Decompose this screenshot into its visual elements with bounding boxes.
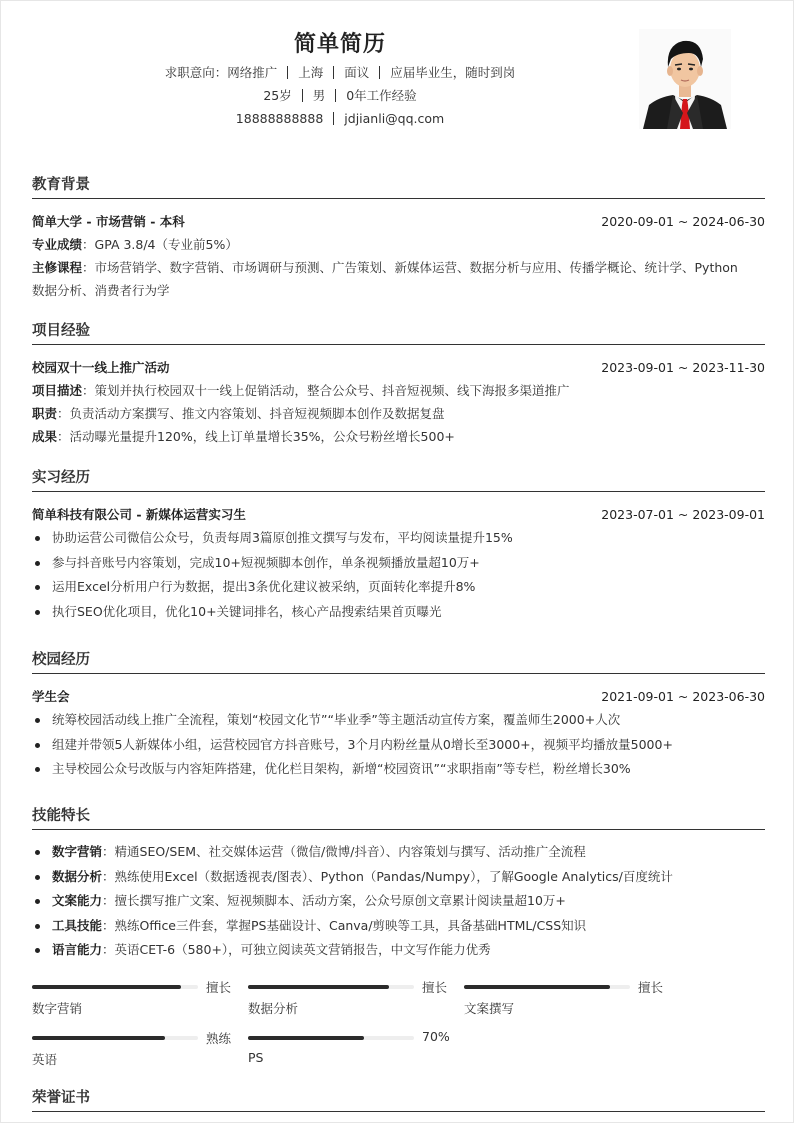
experience: 0年工作经验 bbox=[346, 88, 417, 103]
age: 25岁 bbox=[263, 88, 292, 103]
personal-info-line bbox=[1, 84, 679, 107]
internship-bullets bbox=[32, 526, 765, 624]
project-duty-value: ：负责活动方案撰写、推文内容策划、抖音短视频脚本创作及数据复盘 bbox=[57, 406, 445, 421]
skill-bar-track bbox=[32, 1036, 198, 1040]
section-title-honors: 荣誉证书 bbox=[32, 1086, 765, 1112]
education-entry-header bbox=[32, 209, 765, 233]
list-item: 组建并带领5人新媒体小组，运营校园官方抖音账号，3个月内粉丝量从0增长至3000+，视频平均播放量5000+ bbox=[32, 733, 765, 758]
project-date: 2023-09-01 ~ 2023-11-30 bbox=[601, 359, 765, 375]
courses-label: 主修课程 bbox=[32, 260, 83, 275]
internship-section bbox=[32, 466, 765, 624]
campus-org: 学生会 bbox=[32, 689, 70, 704]
project-desc-value: ：策划并执行校园双十一线上促销活动，整合公众号、抖音短视频、线下海报多渠道推广 bbox=[82, 383, 570, 398]
skill-bar-fill bbox=[248, 985, 389, 989]
school-major-degree: 简单大学 - 市场营销 - 本科 bbox=[32, 214, 185, 229]
skill-value: ：熟练使用Excel（数据透视表/图表）、Python（Pandas/Numpy），了解Google Analytics/百度统计 bbox=[102, 868, 673, 884]
company-role: 简单科技有限公司 - 新媒体运营实习生 bbox=[32, 507, 246, 522]
skill-name: 数字营销 bbox=[32, 1001, 83, 1016]
project-entry-header bbox=[32, 355, 765, 379]
skill-bar-copywriting bbox=[464, 980, 664, 1030]
skill-label: 数字营销 bbox=[52, 844, 103, 859]
section-title-skills: 技能特长 bbox=[32, 804, 765, 830]
list-item bbox=[32, 889, 765, 914]
job-intent: 求职意向：网络推广 bbox=[164, 65, 278, 80]
list-item: 执行SEO优化项目，优化10+关键词排名，核心产品搜索结果首页曝光 bbox=[32, 600, 765, 625]
skill-level: 擅长 bbox=[638, 980, 664, 995]
campus-section bbox=[32, 648, 765, 782]
resume-header bbox=[1, 29, 679, 130]
list-item bbox=[32, 840, 765, 865]
location: 上海 bbox=[298, 65, 324, 80]
skill-bar-data-analysis bbox=[248, 980, 448, 1030]
honors-section bbox=[32, 1086, 765, 1122]
section-title-projects: 项目经验 bbox=[32, 319, 765, 345]
separator bbox=[333, 66, 334, 79]
section-title-campus: 校园经历 bbox=[32, 648, 765, 674]
education-section bbox=[32, 173, 765, 302]
skill-bar-fill bbox=[464, 985, 610, 989]
skill-value: ：精通SEO/SEM、社交媒体运营（微信/微博/抖音）、内容策划与撰写、活动推广全流程 bbox=[102, 844, 586, 859]
internship-entry-header bbox=[32, 502, 765, 526]
skill-name: 文案撰写 bbox=[464, 1001, 515, 1016]
list-item: 统筹校园活动线上推广全流程，策划“校园文化节”“毕业季”等主题活动宣传方案，覆盖师生2000+人次 bbox=[32, 708, 765, 733]
list-item bbox=[32, 865, 765, 890]
skill-level: 熟练 bbox=[206, 1031, 232, 1046]
list-item: 主导校园公众号改版与内容矩阵搭建，优化栏目架构，新增“校园资讯”“求职指南”等专栏，粉丝增长30% bbox=[32, 757, 765, 782]
skill-level: 70% bbox=[422, 1029, 450, 1044]
gpa-label: 专业成绩 bbox=[32, 237, 83, 252]
skill-name: 英语 bbox=[32, 1052, 58, 1067]
skills-section bbox=[32, 804, 765, 963]
availability: 应届毕业生，随时到岗 bbox=[390, 65, 516, 80]
project-result-value: ：活动曝光量提升120%，线上订单量增长35%，公众号粉丝增长500+ bbox=[57, 429, 455, 444]
job-intent-line bbox=[1, 61, 679, 84]
project-result-label: 成果 bbox=[32, 429, 58, 444]
project-name: 校园双十一线上推广活动 bbox=[32, 360, 170, 375]
skill-value: ：英语CET-6（580+），可独立阅读英文营销报告，中文写作能力优秀 bbox=[102, 942, 491, 957]
skill-bar-digital-marketing bbox=[32, 980, 232, 1030]
courses-line-cont: 数据分析、消费者行为学 bbox=[32, 283, 170, 298]
skill-value: ：熟练Office三件套，掌握PS基础设计、Canva/剪映等工具，具备基础HTML/CSS知识 bbox=[102, 917, 587, 933]
contact-line bbox=[1, 107, 679, 130]
internship-date: 2023-07-01 ~ 2023-09-01 bbox=[601, 506, 765, 522]
skill-bar-fill bbox=[32, 985, 181, 989]
gpa-line bbox=[32, 233, 765, 256]
campus-date: 2021-09-01 ~ 2023-06-30 bbox=[601, 688, 765, 704]
skill-bar-track bbox=[248, 985, 414, 989]
separator bbox=[335, 89, 336, 102]
skill-bar-fill bbox=[32, 1036, 165, 1040]
separator bbox=[287, 66, 288, 79]
project-desc-line bbox=[32, 379, 765, 402]
skill-label: 数据分析 bbox=[52, 868, 103, 884]
list-item bbox=[32, 938, 765, 963]
salary: 面议 bbox=[344, 65, 370, 80]
skill-bar-track bbox=[464, 985, 630, 989]
campus-bullets bbox=[32, 708, 765, 782]
gender: 男 bbox=[312, 88, 326, 103]
skills-bullets bbox=[32, 840, 765, 963]
skill-bar-track bbox=[248, 1036, 414, 1040]
skill-label: 语言能力 bbox=[52, 942, 103, 957]
list-item: 协助运营公司微信公众号，负责每周3篇原创推文撰写与发布，平均阅读量提升15% bbox=[32, 526, 765, 551]
separator bbox=[379, 66, 380, 79]
list-item bbox=[32, 914, 765, 939]
campus-entry-header bbox=[32, 684, 765, 708]
gpa-value: ：GPA 3.8/4（专业前5%） bbox=[82, 237, 238, 252]
project-duty-label: 职责 bbox=[32, 406, 58, 421]
separator bbox=[302, 89, 303, 102]
list-item: 参与抖音账号内容策划，完成10+短视频脚本创作，单条视频播放量超10万+ bbox=[32, 551, 765, 576]
resume-name: 简单简历 bbox=[293, 32, 386, 57]
projects-section bbox=[32, 319, 765, 448]
section-title-education: 教育背景 bbox=[32, 173, 765, 199]
email: jdjianli@qq.com bbox=[344, 111, 445, 126]
skill-bar-english bbox=[32, 1031, 232, 1081]
skill-bar-ps bbox=[248, 1031, 448, 1081]
skill-label: 文案能力 bbox=[52, 893, 103, 908]
list-item: 运用Excel分析用户行为数据，提出3条优化建议被采纳，页面转化率提升8% bbox=[32, 575, 765, 600]
courses-line bbox=[32, 256, 765, 279]
avatar-portrait-icon bbox=[639, 29, 731, 129]
separator bbox=[333, 112, 334, 125]
project-desc-label: 项目描述 bbox=[32, 383, 83, 398]
project-duty-line bbox=[32, 402, 765, 425]
skill-bar-fill bbox=[248, 1036, 364, 1040]
skill-level: 擅长 bbox=[422, 980, 448, 995]
courses-value: ：市场营销学、数字营销、市场调研与预测、广告策划、新媒体运营、数据分析与应用、传播学概论、统计学、Python bbox=[82, 260, 738, 275]
skill-bar-track bbox=[32, 985, 198, 989]
skill-level: 擅长 bbox=[206, 980, 232, 995]
education-date: 2020-09-01 ~ 2024-06-30 bbox=[601, 213, 765, 229]
skill-value: ：擅长撰写推广文案、短视频脚本、活动方案，公众号原创文章累计阅读量超10万+ bbox=[102, 893, 566, 908]
avatar bbox=[639, 29, 731, 129]
section-title-internship: 实习经历 bbox=[32, 466, 765, 492]
skill-name: 数据分析 bbox=[248, 1001, 299, 1016]
phone: 18888888888 bbox=[235, 111, 324, 126]
project-result-line bbox=[32, 425, 765, 448]
skill-label: 工具技能 bbox=[52, 917, 103, 933]
skill-name: PS bbox=[248, 1050, 264, 1065]
